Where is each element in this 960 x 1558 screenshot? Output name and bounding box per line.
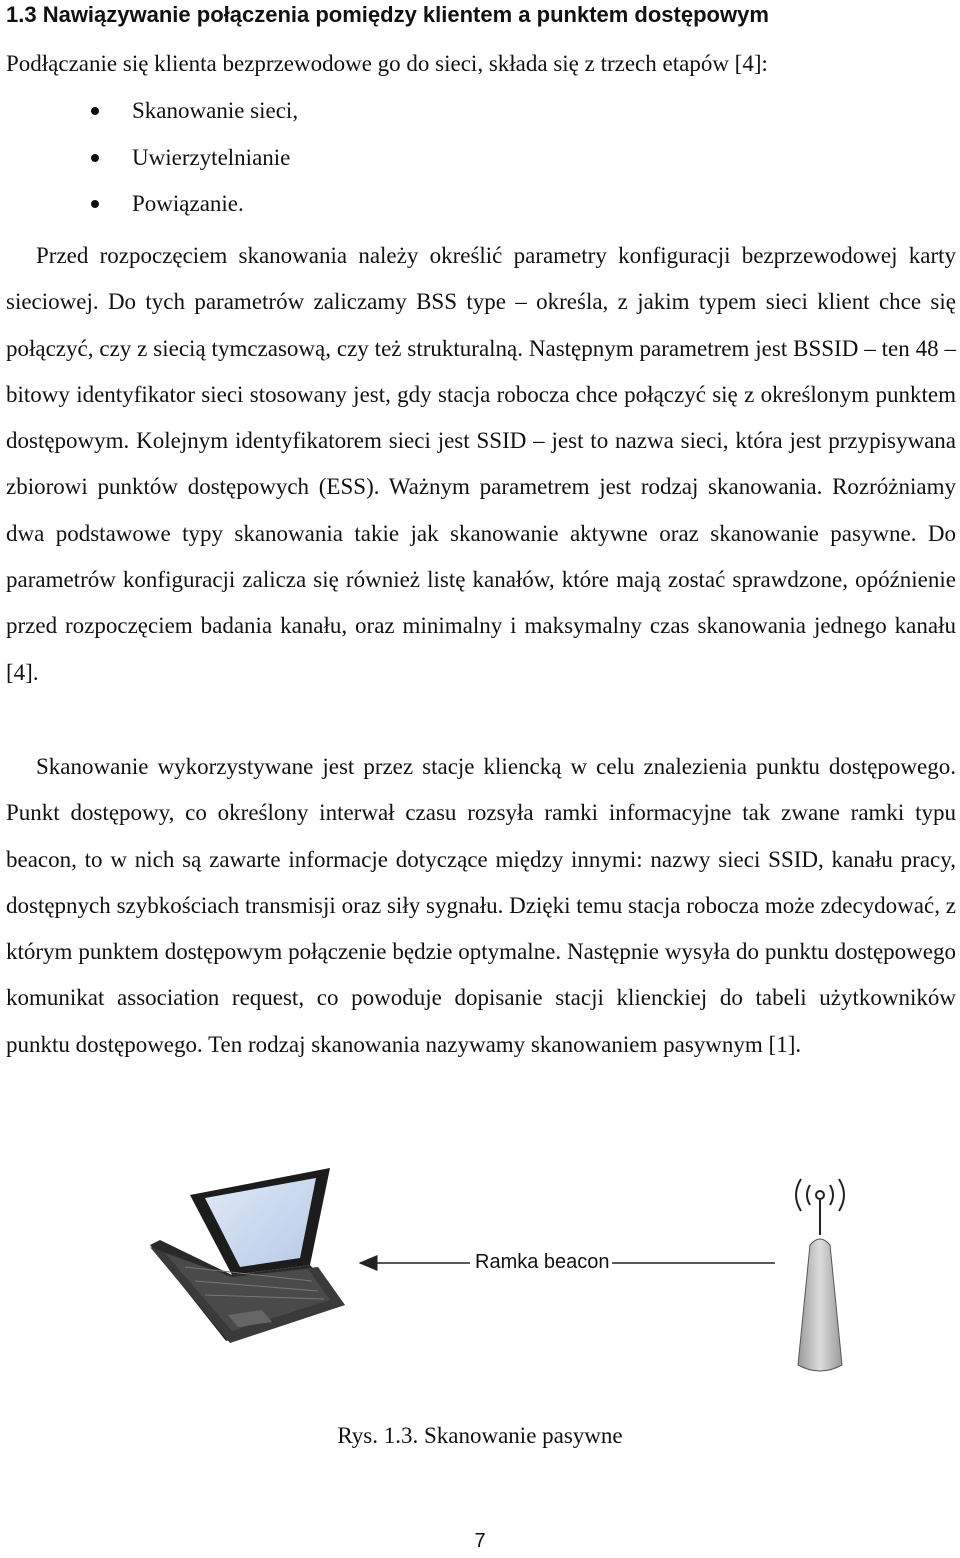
- paragraph-scan-parameters: Przed rozpoczęciem skanowania należy określić parametry konfiguracji bezprzewodowej karty sieciowej. Do tych parametrów zaliczamy BSS type – określa, z jakim typem sieci klient chce się połączyć, czy z siecią tymczasową, czy też strukturalną. Następnym parametrem jest BSSID – ten 48 – bitowy identyfikator sieci stosowany jest, gdy stacja robocza chce połączyć się z określonym punktem dostępowym. Kolejnym identyfikatorem sieci jest SSID – jest to nazwa sieci, która jest przypisywana zbiorowi punktów dostępowych (ESS). Ważnym parametrem jest rodzaj skanowania. Rozróżniamy dwa podstawowe typy skanowania takie jak skanowanie aktywne oraz skanowanie pasywne. Do parametrów konfiguracji zalicza się również listę kanałów, które mają zostać sprawdzone, opóźnienie przed rozpoczęciem badania kanału, oraz minimalny i maksymalny czas skanowania jednego kanału [4].: [6, 243, 956, 685]
- arrow-label: Ramka beacon: [475, 1251, 610, 1273]
- list-item: [0, 189, 298, 236]
- access-point-icon: [796, 1179, 844, 1371]
- bullet-icon: [91, 107, 99, 115]
- passive-scanning-figure: [0, 1165, 960, 1405]
- list-item: [0, 96, 298, 143]
- bullet-icon: [91, 200, 99, 208]
- list-item-text: Skanowanie sieci,: [132, 98, 299, 123]
- stages-list: [0, 96, 298, 236]
- paragraph-passive-scanning: Skanowanie wykorzystywane jest przez stacje kliencką w celu znalezienia punktu dostępowego. Punkt dostępowy, co określony interwał czasu rozsyła ramki informacyjne tak zwane ramki typu beacon, to w nich są zawarte informacje dotyczące między innymi: nazwy sieci SSID, kanału pracy, dostępnych szybkościach transmisji oraz siły sygnału. Dzięki temu stacja robocza może zdecydować, z którym punktem dostępowym połączenie będzie optymalne. Następnie wysyła do punktu dostępowego komunikat association request, co powoduje dopisanie stacji klienckiej do tabeli użytkowników punktu dostępowego. Ten rodzaj skanowania nazywamy skanowaniem pasywnym [1].: [6, 754, 956, 1057]
- section-heading: 1.3 Nawiązywanie połączenia pomiędzy klientem a punktem dostępowym: [6, 2, 769, 27]
- intro-text: Podłączanie się klienta bezprzewodowe go do sieci, składa się z trzech etapów [4]:: [6, 51, 768, 76]
- list-item-text: Powiązanie.: [132, 191, 244, 216]
- laptop-icon: [150, 1168, 345, 1343]
- figure-diagram: [0, 1165, 960, 1405]
- page-number: 7: [474, 1530, 486, 1552]
- bullet-icon: [91, 154, 99, 162]
- list-item-text: Uwierzytelnianie: [132, 144, 291, 170]
- figure-caption: Rys. 1.3. Skanowanie pasywne: [337, 1423, 623, 1448]
- list-item: [0, 143, 298, 190]
